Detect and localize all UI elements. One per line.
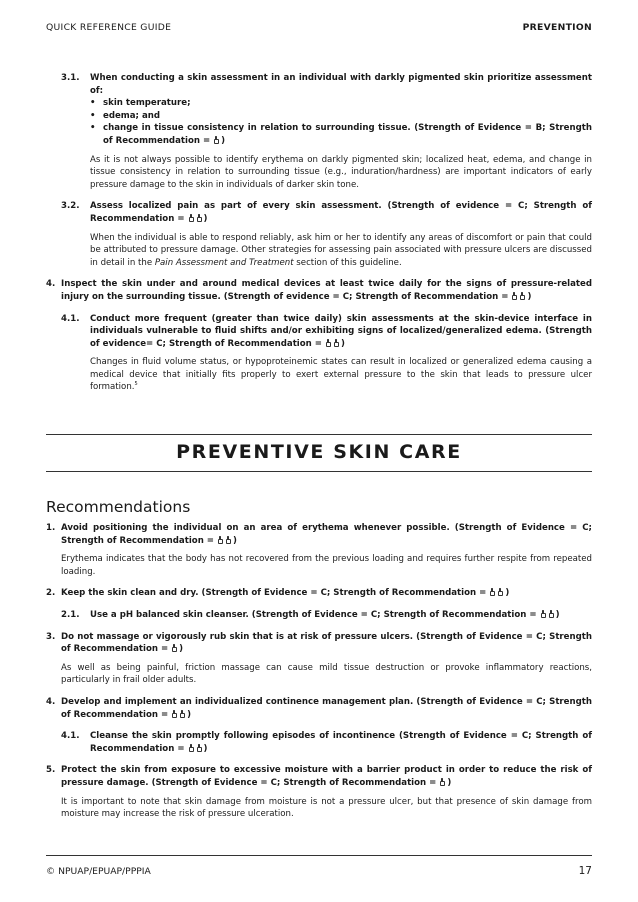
item-heading: Assess localized pain as part of every skin assessment. (Strength of evidence = C; Strength of Recommendation = ) [90,201,592,224]
item-number: 4. [46,696,56,707]
thumbs-up-icon [511,292,518,300]
item-heading: When conducting a skin assessment in an individual with darkly pigmented skin prioritize assessment of: [90,73,592,96]
item-heading: Inspect the skin under and around medical devices at least twice daily for the signs of pressure-related injury on the surrounding tissue. (Strength of evidence = C; Strength of Recommendation = ) [61,279,592,302]
item-heading: Protect the skin from exposure to excessive moisture with a barrier product in order to reduce the risk of pressure damage. (Strength of Evidence = C; Strength of Recommendation = ) [61,765,592,788]
thumbs-up-icon [540,610,547,618]
thumbs-up-icon [188,744,195,752]
thumbs-up-icon [171,644,178,652]
thumbs-up-icon [333,339,340,347]
item-body: Erythema indicates that the body has not recovered from the previous loading and requires further respite from repeated loading. [61,554,592,577]
item-4-1 [46,313,592,395]
rec-3 [46,631,592,687]
thumbs-up-icon [196,744,203,752]
copyright-text: © NPUAP/EPUAP/PPPIA [46,866,151,877]
bullet-item: • skin temperature; [90,97,592,110]
thumbs-up-icon [497,588,504,596]
thumbs-up-icon [171,710,178,718]
prevention-items [46,72,592,394]
footer-divider [46,855,592,856]
item-number: 3. [46,631,56,642]
item-number: 3.1. [61,73,80,83]
thumbs-up-icon [196,214,203,222]
bullet-list [90,97,592,147]
thumbs-up-icon [213,136,220,144]
item-number: 3.2. [61,201,80,212]
item-body: When the individual is able to respond reliably, ask him or her to identify any areas of discomfort or pain that could be attributed to pressure damage. Other strategies for assessing pain associated with pressure ulcers are discussed in detail in the Pain Assessment and Treatment section of this guideline. [90,232,592,268]
rec-2-1 [46,609,592,622]
rec-4-1 [46,730,592,755]
bullet-item: • change in tissue consistency in relation to surrounding tissue. (Strength of Evidence = B; Strength of Recommendation = ) [90,122,592,147]
thumbs-up-icon [439,778,446,786]
section-divider-top [46,434,592,435]
recommendation-items [46,522,592,821]
header-guide-title: QUICK REFERENCE GUIDE [46,22,172,33]
item-number: 5. [46,765,56,776]
rec-2 [46,587,592,600]
bullet-item: • edema; and [90,110,592,123]
thumbs-up-icon [519,292,526,300]
rec-4 [46,696,592,721]
item-heading: Avoid positioning the individual on an area of erythema whenever possible. (Strength of Evidence = C; Strength of Recommendation = ) [61,523,592,546]
section-title: PREVENTIVE SKIN CARE [176,441,462,463]
item-heading: Conduct more frequent (greater than twice daily) skin assessments at the skin-device interface in individuals vulnerable to fluid shifts and/or exhibiting signs of localized/generalized edema. (Strength of evidence= C; Strength of Recommendation = ) [90,313,592,349]
item-heading: Use a pH balanced skin cleanser. (Strength of Evidence = C; Strength of Recommendation = ) [90,609,560,620]
thumbs-up-icon [188,214,195,222]
item-heading: Do not massage or vigorously rub skin that is at risk of pressure ulcers. (Strength of Evidence = C; Strength of Recommendation = ) [61,631,592,655]
item-body: As well as being painful, friction massage can cause mild tissue destruction or provoke inflammatory reactions, particularly in frail older adults. [61,662,592,686]
item-number: 4.1. [61,731,80,742]
recommendations-heading: Recommendations [46,498,191,516]
item-number: 4. [46,279,56,290]
item-heading: Develop and implement an individualized continence management plan. (Strength of Evidence = C; Strength of Recommendation = ) [61,696,592,720]
header-section-name: PREVENTION [522,22,592,33]
thumbs-up-icon [179,710,186,718]
item-body: Changes in fluid volume status, or hypoproteinemic states can result in localized or generalized edema causing a medical device that initially fits properly to exert external pressure to the skin that leads to pressure ulcer formation.$^5$ [90,357,592,393]
item-number: 2.1. [61,609,80,620]
rec-5 [46,764,592,820]
thumbs-up-icon [325,339,332,347]
thumbs-up-icon [225,536,232,544]
item-number: 2. [46,588,56,599]
section-divider-bottom [46,471,592,472]
item-heading: Keep the skin clean and dry. (Strength of Evidence = C; Strength of Recommendation = ) [61,588,510,599]
rec-1 [46,522,592,578]
item-number: 1. [46,523,56,533]
item-body: As it is not always possible to identify erythema on darkly pigmented skin; localized heat, edema, and change in tissue consistency in relation to surrounding tissue (e.g., induration/hardness) are important indicators of early pressure damage to the skin in individuals of darker skin tone. [90,154,592,190]
thumbs-up-icon [548,610,555,618]
page-header [46,22,592,38]
item-heading: Cleanse the skin promptly following episodes of incontinence (Strength of Evidence = C; Strength of Recommendation = ) [90,731,592,754]
item-number: 4.1. [61,313,80,324]
thumbs-up-icon [217,536,224,544]
item-3-2 [46,200,592,269]
section-reference: Pain Assessment and Treatment [154,257,294,268]
thumbs-up-icon [489,588,496,596]
page-footer [46,866,592,882]
page-number: 17 [578,865,592,877]
item-4 [46,278,592,303]
citation-superscript: 5 [134,381,138,388]
item-body: It is important to note that skin damage from moisture is not a pressure ulcer, but that presence of skin damage from moisture may increase the risk of pressure ulceration. [61,796,592,820]
item-3-1 [46,72,592,191]
